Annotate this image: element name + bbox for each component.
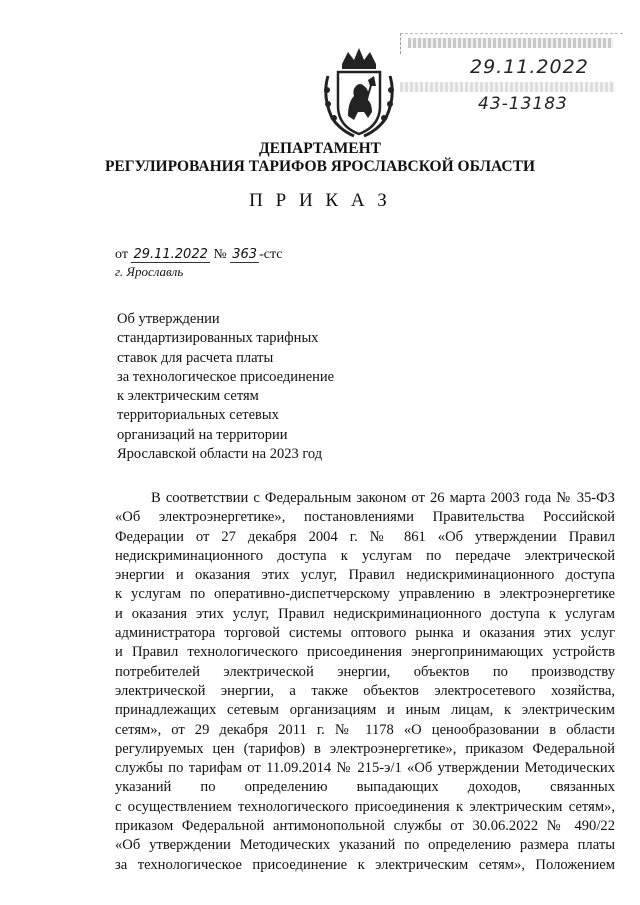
body-line: принадлежащих сетевым организациям и иным лицам, к электрическим: [115, 702, 615, 719]
stamp-header-line: [408, 38, 613, 48]
stamp-number: 43-13183: [478, 94, 568, 114]
document-type: П Р И К А З: [249, 190, 391, 211]
subject-line: за технологическое присоединение: [117, 368, 335, 385]
body-line: энергии и оказания этих услуг, Правил недискриминационного доступа: [115, 567, 615, 584]
body-line: службы по тарифам от 11.09.2014 № 215-э/1 «Об утверждении Методических: [115, 760, 615, 777]
department-title-line1: ДЕПАРТАМЕНТ: [258, 140, 382, 157]
order-number-label: №: [213, 247, 227, 262]
body-line: приказом Федеральной антимонопольной службы от 30.06.2022 № 490/22: [115, 818, 615, 835]
body-line: «Об электроэнергетике», постановлениями Правительства Российской: [115, 509, 615, 526]
stamp-subtitle-line: [400, 82, 615, 92]
order-suffix: -стс: [259, 247, 283, 262]
stamp-date: 29.11.2022: [470, 56, 589, 78]
body-line: Федерации от 27 декабря 2004 г. № 861 «Об утверждении Правил: [115, 528, 615, 545]
order-number: 363: [232, 247, 258, 262]
body-line: электрической энергии, а также объектов электросетевого хозяйства,: [115, 682, 615, 699]
body-line: с осуществлением технологического присоединения к электрическим сетям»,: [115, 798, 615, 815]
body-line: указаний по определению выпадающих доходов, связанных: [115, 779, 615, 796]
department-title-line2: РЕГУЛИРОВАНИЯ ТАРИФОВ ЯРОСЛАВСКОЙ ОБЛАСТИ: [104, 158, 536, 175]
body-line: сетям», от 29 декабря 2011 г. № 1178 «О ценообразовании в области: [115, 721, 615, 738]
subject-line: Об утверждении: [117, 311, 220, 327]
body-line: регулируемых цен (тарифов) в электроэнергетике», приказом Федеральной: [115, 740, 615, 757]
subject-line: ставок для расчета платы: [117, 349, 274, 366]
coat-of-arms-icon: [318, 46, 400, 138]
body-line: за технологическое присоединение к электрическим сетям», Положением: [115, 856, 615, 873]
body-line: администратора торговой системы оптового рынка и оказания этих услуг: [115, 625, 615, 642]
order-date-line: [115, 247, 282, 263]
order-prefix: от: [115, 247, 128, 262]
body-line: недискриминационного доступа к услугам по передаче электрической: [115, 547, 615, 564]
body-line: и Правил технологического присоединения энергопринимающих устройств: [115, 644, 615, 661]
subject-line: к электрическим сетям: [117, 388, 259, 405]
subject-line: территориальных сетевых: [117, 407, 279, 424]
body-line: к услугам по оперативно-диспетчерскому управлению в электроэнергетике: [115, 586, 615, 603]
subject-line: Ярославской области на 2023 год: [117, 446, 323, 463]
subject-line: организаций на территории: [117, 426, 288, 443]
body-line: «Об утверждении Методических указаний по определению размера платы: [115, 837, 615, 854]
body-line: потребителей электрической энергии, объектов по производству: [115, 663, 615, 680]
order-body-text: [115, 489, 615, 875]
order-subject: [117, 310, 417, 464]
body-line: и оказания этих услуг, Правил недискриминационного доступа к услугам: [115, 605, 615, 622]
subject-line: стандартизированных тарифных: [117, 330, 319, 347]
order-city: г. Ярославль: [115, 264, 184, 279]
body-line: В соответствии с Федеральным законом от 26 марта 2003 года № 35-ФЗ: [151, 490, 615, 506]
order-date: 29.11.2022: [133, 247, 208, 262]
